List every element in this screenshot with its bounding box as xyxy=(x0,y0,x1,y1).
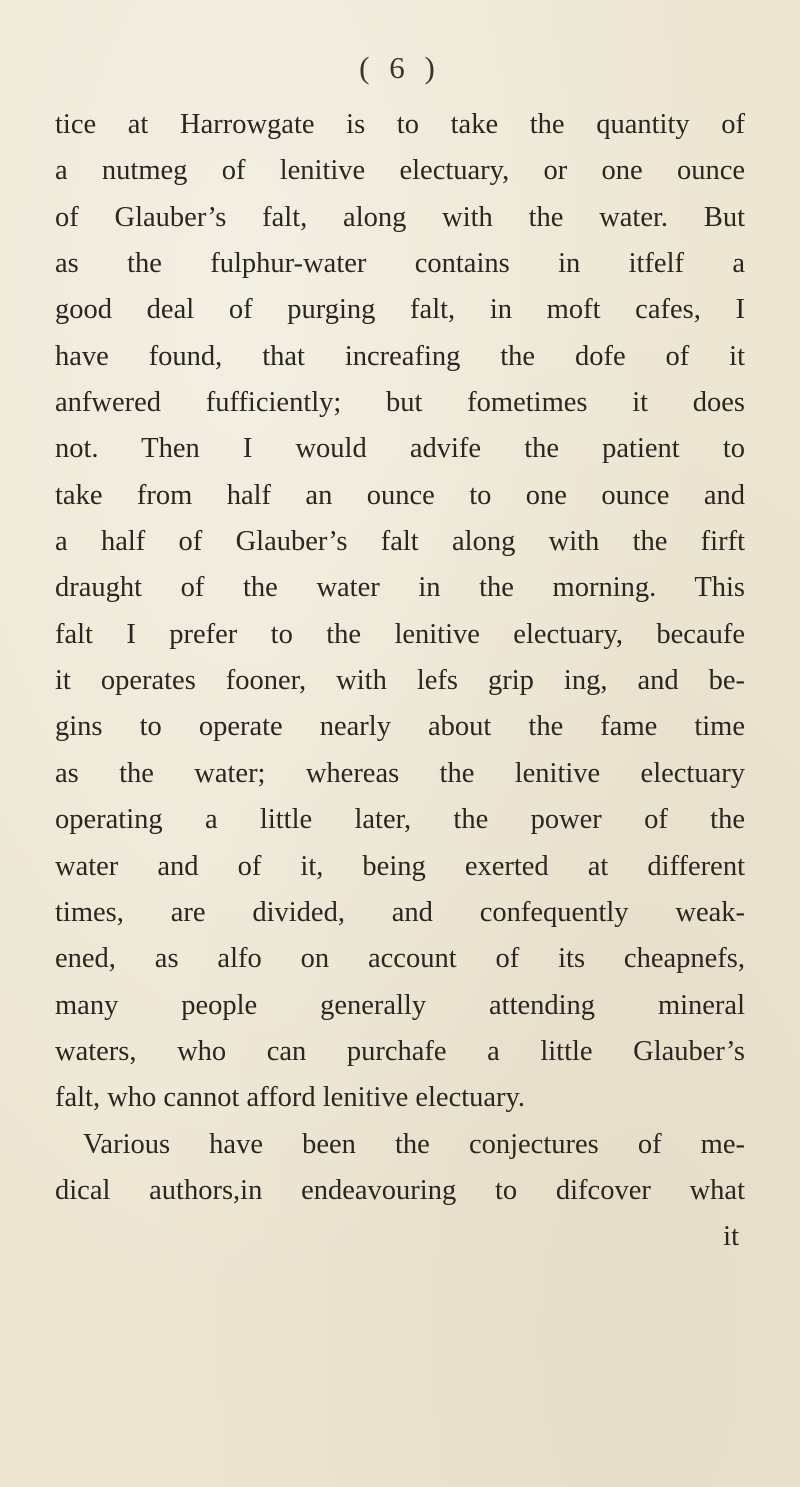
text-line: gins to operate nearly about the fame time xyxy=(55,711,745,743)
text-line: times, are divided, and confequently weak- xyxy=(55,896,745,928)
text-line: draught of the water in the morning. This xyxy=(55,572,745,604)
text-line: anfwered fufficiently; but fometimes it does xyxy=(55,387,745,419)
text-line: a half of Glauber’s falt along with the firft xyxy=(55,526,745,558)
text-line: take from half an ounce to one ounce and xyxy=(55,479,745,511)
text-line: as the water; whereas the lenitive electuary xyxy=(55,757,745,789)
text-line: water and of it, being exerted at different xyxy=(55,850,745,882)
text-line: a nutmeg of lenitive electuary, or one ounce xyxy=(55,155,745,187)
page-number: ( 6 ) xyxy=(359,50,441,85)
text-line: not. Then I would advife the patient to xyxy=(55,433,745,465)
text-line: ened, as alfo on account of its cheapnefs, xyxy=(55,943,745,975)
body-text xyxy=(55,102,745,1261)
text-line: many people generally attending mineral xyxy=(55,989,745,1021)
text-line: waters, who can purchafe a little Glauber’s xyxy=(55,1035,745,1067)
text-line: as the fulphur-water contains in itfelf a xyxy=(55,248,745,280)
text-line: operating a little later, the power of the xyxy=(55,804,745,836)
text-line: of Glauber’s falt, along with the water. But xyxy=(55,201,745,233)
text-line: it operates fooner, with lefs grip ing, and be- xyxy=(55,665,745,697)
text-line: falt, who cannot afford lenitive electuary. xyxy=(55,1082,526,1114)
text-line: dical authors,in endeavouring to difcover what xyxy=(55,1174,745,1206)
text-line: tice at Harrowgate is to take the quantity of xyxy=(55,109,745,140)
catchword: it xyxy=(723,1221,739,1253)
text-line: have found, that increafing the dofe of it xyxy=(55,340,745,372)
text-line: good deal of purging falt, in moft cafes, I xyxy=(55,294,745,326)
text-line: Various have been the conjectures of me- xyxy=(83,1128,745,1160)
text-line: falt I prefer to the lenitive electuary, becaufe xyxy=(55,618,745,650)
